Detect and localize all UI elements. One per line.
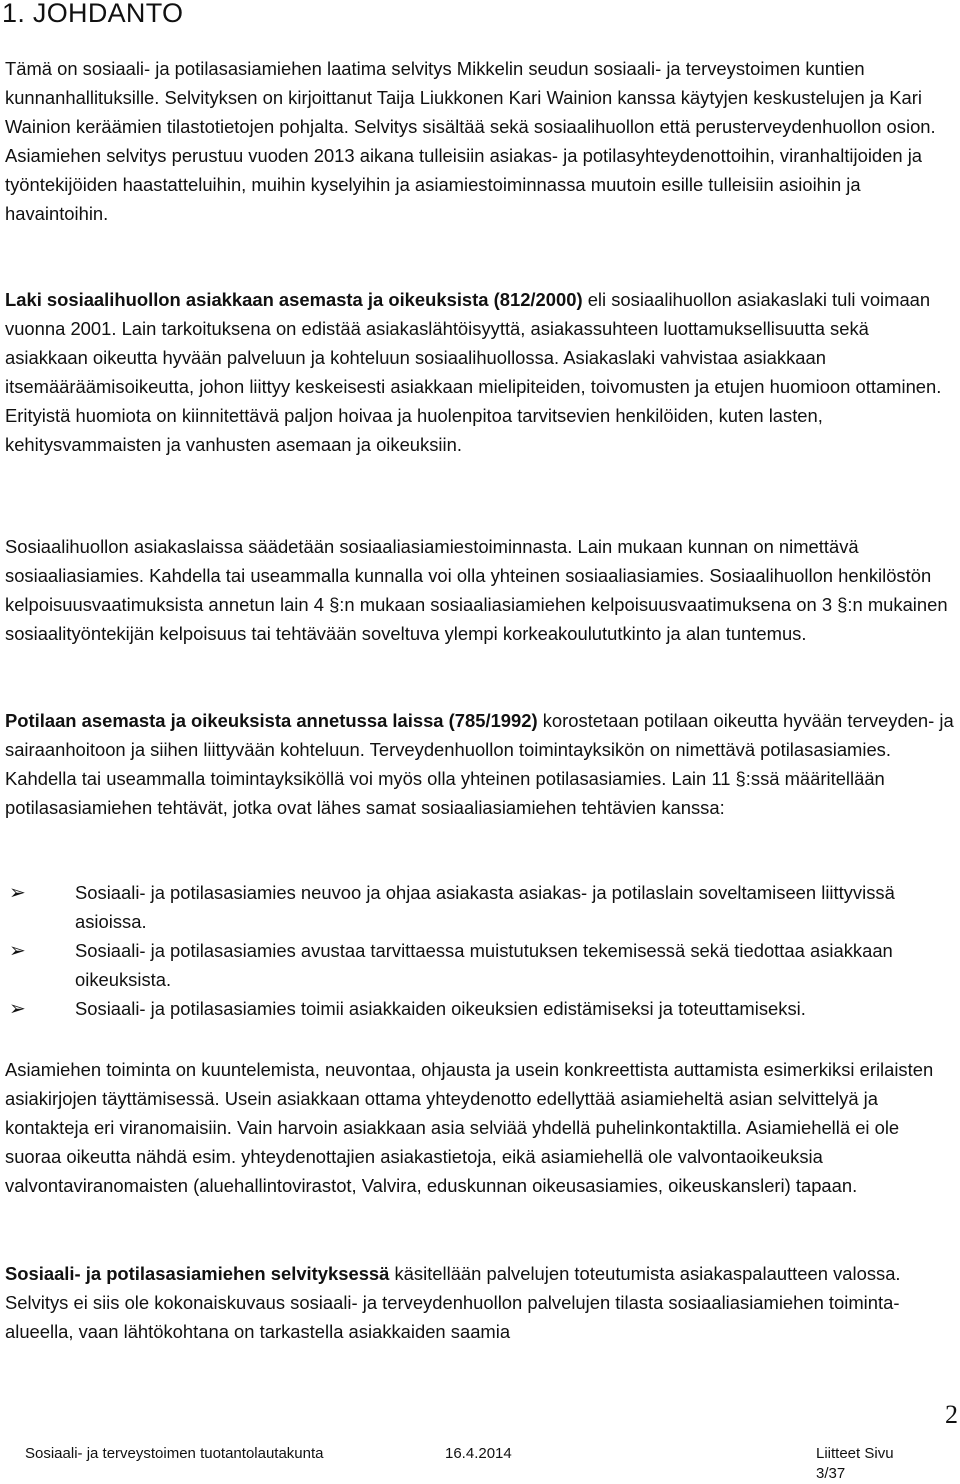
page-footer <box>25 1444 925 1482</box>
list-item-text: Sosiaali- ja potilasasiamies toimii asiakkaiden oikeuksien edistämiseksi ja toteuttamiseksi. <box>75 998 806 1019</box>
asiakaslaki-paragraph <box>5 285 955 459</box>
sosiaaliasiamies-paragraph <box>5 532 955 648</box>
selvitys-text: käsitellään palvelujen toteutumista asiakaspalautteen valossa. Selvitys ei siis ole kokonaiskuvaus sosiaali- ja terveydenhuollon palvelujen tilasta sosiaaliasiamiehen toiminta-alueella, vaan lähtökohtana on tarkastella asiakkaiden saamia <box>5 1263 901 1342</box>
potilaslaki-paragraph <box>5 706 955 822</box>
potilaslaki-title: Potilaan asemasta ja oikeuksista annetussa laissa (785/1992) <box>5 710 538 731</box>
list-item <box>5 994 955 1023</box>
sosiaaliasiamies-text: Sosiaalihuollon asiakaslaissa säädetään sosiaaliasiamiestoiminnasta. Lain mukaan kunnan on nimettävä sosiaaliasiamies. Kahdella tai useammalla kunnalla voi olla yhteinen sosiaaliasiamies. Sosiaalihuollon henkilöstön kelpoisuusvaatimuksista annetun lain 4 §:n mukaan sosiaaliasiamiehen kelpoisuusvaatimuksena on 3 §:n mukainen sosiaalityöntekijän kelpoisuus tai tehtävään soveltuva ylempi korkeakoulututkinto ja alan tuntemus. <box>5 536 948 644</box>
footer-page-ref: Liitteet Sivu 3/37 <box>816 1445 894 1482</box>
toiminta-paragraph <box>5 1055 955 1200</box>
selvitys-paragraph <box>5 1259 955 1346</box>
list-item <box>5 936 955 994</box>
footer-committee: Sosiaali- ja terveystoimen tuotantolautakunta <box>25 1445 324 1462</box>
intro-text: Tämä on sosiaali- ja potilasasiamiehen laatima selvitys Mikkelin seudun sosiaali- ja terveystoimen kuntien kunnanhallituksille. Selvityksen on kirjoittanut Taija Liukkonen Kari Wainion kanssa käytyjen keskustelujen ja Kari Wainion keräämien tilastotietojen pohjalta. Selvitys sisältää sekä sosiaalihuollon että perusterveydenhuollon osion. Asiamiehen selvitys perustuu vuoden 2013 aikana tulleisiin asiakas- ja potilasyhteydenottoihin, viranhaltijoiden ja työntekijöiden haastatteluihin, muihin kyselyihin ja asiamiestoiminnassa muutoin esille tulleisiin asioihin ja havaintoihin. <box>5 58 936 224</box>
toiminta-text: Asiamiehen toiminta on kuuntelemista, neuvontaa, ohjausta ja usein konkreettista auttamista esimerkiksi erilaisten asiakirjojen täyttämisessä. Usein asiakkaan ottama yhteydenotto edellyttää asiamieheltä asian selvittelyä ja kontakteja eri viranomaisiin. Vain harvoin asiakkaan asia selviää yhdellä puhelinkontaktilla. Asiamiehellä ei ole suoraa oikeutta nähdä esim. yhteydenottajien asiakastietoja, eikä asiamiehellä ole valvontaoikeuksia valvontaviranomaisten (aluehallintovirastot, Valvira, eduskunnan oikeusasiamies, oikeuskansleri) tapaan. <box>5 1059 934 1196</box>
asiakaslaki-text: eli sosiaalihuollon asiakaslaki tuli voimaan vuonna 2001. Lain tarkoituksena on edistää asiakaslähtöisyyttä, asiakassuhteen luottamuksellisuutta sekä asiakkaan oikeutta hyvään palveluun ja kohteluun sosiaalihuollossa. Asiakaslaki vahvistaa asiakkaan itsemääräämisoikeutta, johon liittyy keskeisesti asiakkaan mielipiteiden, toivomusten ja etujen huomioon ottaminen. Erityistä huomiota on kiinnitettävä paljon hoivaa ja huolenpitoa tarvitsevien henkilöiden, kuten lasten, kehitysvammaisten ja vanhusten asemaan ja oikeuksiin. <box>5 289 942 455</box>
list-item <box>5 878 955 936</box>
list-item-text: Sosiaali- ja potilasasiamies neuvoo ja ohjaa asiakasta asiakas- ja potilaslain soveltamiseen liittyvissä asioissa. <box>75 882 895 932</box>
footer-date: 16.4.2014 <box>445 1445 512 1462</box>
intro-paragraph <box>5 54 955 228</box>
asiakaslaki-title: Laki sosiaalihuollon asiakkaan asemasta ja oikeuksista (812/2000) <box>5 289 583 310</box>
arrow-bullet-icon: ➢ <box>9 880 26 904</box>
selvitys-title: Sosiaali- ja potilasasiamiehen selvityksessä <box>5 1263 390 1284</box>
page-heading: 1. JOHDANTO <box>2 0 184 28</box>
page-number: 2 <box>945 1400 958 1429</box>
list-item-text: Sosiaali- ja potilasasiamies avustaa tarvittaessa muistutuksen tekemisessä sekä tiedottaa asiakkaan oikeuksista. <box>75 940 893 990</box>
arrow-bullet-icon: ➢ <box>9 938 26 962</box>
duties-list <box>5 878 955 1023</box>
arrow-bullet-icon: ➢ <box>9 996 26 1020</box>
potilaslaki-text: korostetaan potilaan oikeutta hyvään terveyden- ja sairaanhoitoon ja siihen liittyvään kohteluun. Terveydenhuollon toimintayksikön on nimettävä potilasasiamies. Kahdella tai useammalla toimintayksiköllä voi myös olla yhteinen potilasasiamies. Lain 11 §:ssä määritellään potilasasiamiehen tehtävät, jotka ovat lähes samat sosiaaliasiamiehen tehtävien kanssa: <box>5 710 954 818</box>
